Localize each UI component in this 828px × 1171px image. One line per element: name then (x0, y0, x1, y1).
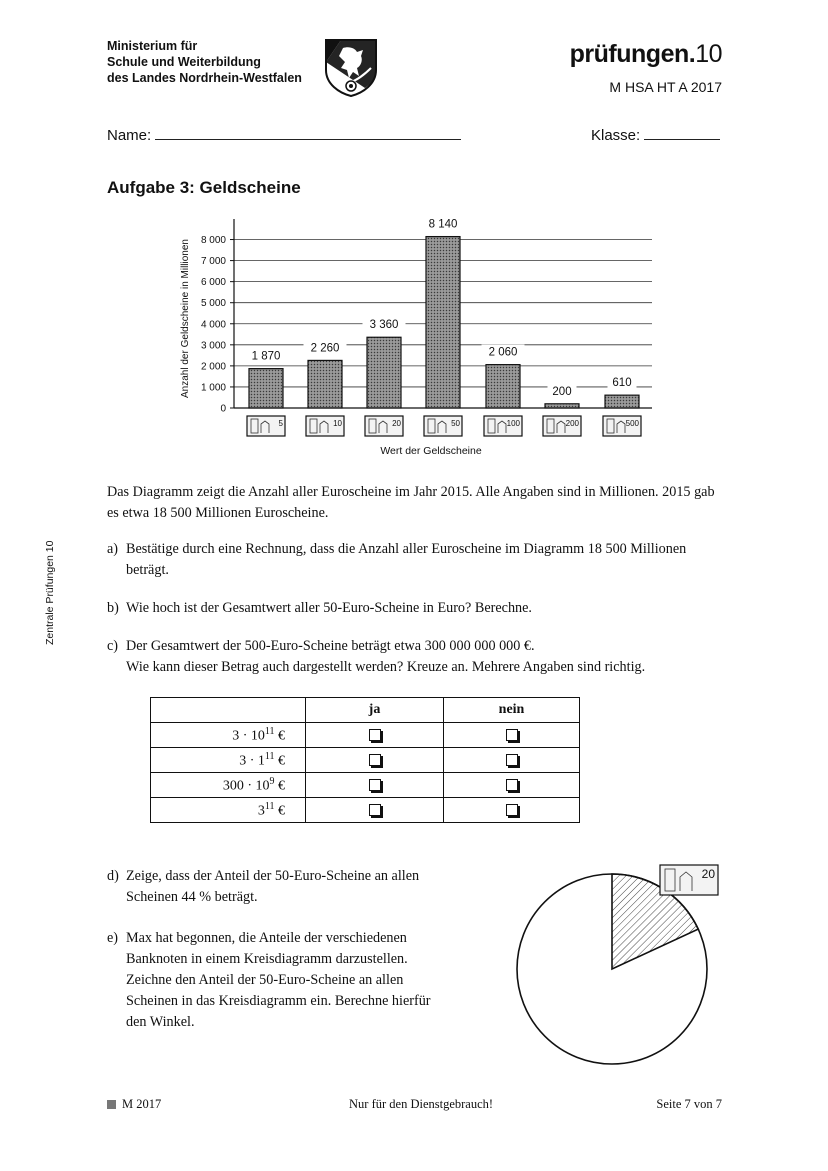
data-label: 2 060 (488, 346, 518, 359)
banknote-value: 50 (451, 419, 460, 428)
expression-unit: € (274, 753, 285, 769)
ministry-name (107, 38, 302, 86)
question-text: Max hat begonnen, die Anteile der verschiedenen Banknoten in einem Kreisdiagramm darzustellen. Zeichne den Anteil der 50-Euro-Scheine an allen Scheinen in das Kreisdiagramm ein. Berechne hierfür den Winkel. (126, 930, 431, 1030)
ministry-line: Ministerium für (107, 39, 198, 53)
bar (605, 395, 639, 408)
side-label-text: Zentrale Prüfungen 10 (44, 540, 56, 645)
checkbox-no[interactable] (506, 804, 518, 816)
footer-left (107, 1097, 161, 1112)
brand-number: 10 (695, 40, 722, 68)
nrw-coat-of-arms-icon (323, 38, 379, 98)
question-text: Der Gesamtwert der 500-Euro-Scheine beträgt etwa 300 000 000 000 €. (126, 638, 535, 654)
checkbox-no[interactable] (506, 754, 518, 766)
question-text: Wie hoch ist der Gesamtwert aller 50-Euro-Scheine in Euro? Berechne. (126, 600, 532, 616)
checkbox-cell[interactable] (444, 773, 580, 798)
name-label: Name: (107, 127, 152, 144)
expression-unit: € (274, 803, 285, 819)
expression-exponent: 11 (264, 725, 275, 737)
expression-base: 3 · 10 (232, 728, 265, 744)
expression-base: 3 · 1 (239, 753, 265, 769)
checkbox-yes[interactable] (369, 804, 381, 816)
banknote-value: 20 (392, 419, 401, 428)
banknote-icon (247, 416, 285, 436)
side-label (44, 530, 60, 645)
banknote-icon (660, 865, 718, 895)
brand-word: prüfungen. (569, 40, 696, 68)
class-label: Klasse: (591, 127, 641, 144)
banknote-icon (484, 416, 522, 436)
banknote-icon (603, 416, 641, 436)
banknote-icon (543, 416, 581, 436)
footer-left-text: M 2017 (122, 1097, 162, 1111)
class-line[interactable] (644, 125, 720, 140)
y-tick-label: 3 000 (200, 340, 226, 352)
question-letter: e) (107, 930, 119, 946)
expression-base: 3 (257, 803, 265, 819)
intro-text: Das Diagramm zeigt die Anzahl aller Euroscheine im Jahr 2015. Alle Angaben sind in Millionen. 2015 gab es etwa 18 500 Millionen Euroscheine. (107, 484, 715, 521)
bar (308, 360, 342, 408)
brand-logo (570, 40, 722, 69)
question-text: Zeige, dass der Anteil der 50-Euro-Scheine an allen Scheinen 44 % beträgt. (126, 868, 420, 905)
question-letter: d) (107, 868, 119, 884)
bar (426, 237, 460, 408)
exam-code: M HSA HT A 2017 (609, 79, 722, 95)
checkbox-cell[interactable] (306, 748, 444, 773)
banknote-value: 500 (625, 419, 639, 428)
expression-cell (151, 773, 306, 798)
expression-exponent: 11 (264, 800, 275, 812)
expression-exponent: 11 (264, 750, 275, 762)
checkbox-cell[interactable] (444, 723, 580, 748)
checkbox-cell[interactable] (306, 773, 444, 798)
y-tick-label: 1 000 (200, 382, 226, 394)
name-field[interactable] (107, 125, 461, 144)
question-b (107, 598, 727, 619)
class-field[interactable] (591, 125, 720, 144)
data-label: 610 (612, 377, 632, 390)
table-header-no: nein (444, 698, 580, 723)
y-tick-label: 6 000 (200, 277, 226, 289)
expression-exponent: 9 (269, 775, 275, 787)
banknote-value: 20 (701, 867, 715, 881)
bar-chart (170, 205, 670, 465)
question-letter: c) (107, 638, 119, 654)
expression-cell (151, 798, 306, 823)
question-text: Wie kann dieser Betrag auch dargestellt werden? Kreuze an. Mehrere Angaben sind richtig. (126, 659, 646, 675)
expression-unit: € (274, 728, 285, 744)
y-tick-label: 0 (220, 403, 226, 415)
checkbox-yes[interactable] (369, 729, 381, 741)
y-tick-label: 4 000 (200, 319, 226, 331)
bar (367, 337, 401, 408)
bar (249, 369, 283, 408)
data-label: 200 (552, 385, 572, 398)
bar (486, 365, 520, 408)
checkbox-cell[interactable] (444, 748, 580, 773)
banknote-value: 200 (565, 419, 579, 428)
question-d (107, 866, 427, 908)
y-tick-label: 2 000 (200, 361, 226, 373)
answer-table (150, 697, 580, 823)
table-header-yes: ja (306, 698, 444, 723)
bar (545, 404, 579, 408)
question-a (107, 539, 727, 581)
expression-unit: € (274, 778, 285, 794)
ministry-line: des Landes Nordrhein-Westfalen (107, 71, 302, 85)
question-c (107, 636, 727, 678)
expression-cell (151, 723, 306, 748)
banknote-value: 10 (333, 419, 342, 428)
x-axis-label: Wert der Geldscheine (380, 445, 482, 457)
checkbox-cell[interactable] (444, 798, 580, 823)
footer-square-icon (107, 1100, 116, 1109)
data-label: 2 260 (310, 342, 340, 355)
checkbox-cell[interactable] (306, 723, 444, 748)
banknote-value: 100 (506, 419, 520, 428)
data-label: 1 870 (251, 350, 281, 363)
banknote-icon (365, 416, 403, 436)
checkbox-no[interactable] (506, 779, 518, 791)
table-row (151, 748, 580, 773)
table-row (151, 723, 580, 748)
question-e (107, 928, 437, 1033)
checkbox-yes[interactable] (369, 754, 381, 766)
pie-chart (505, 855, 735, 1075)
y-tick-label: 5 000 (200, 298, 226, 310)
table-header-empty (151, 698, 306, 723)
question-letter: b) (107, 600, 119, 616)
banknote-icon (306, 416, 344, 436)
data-label: 8 140 (428, 218, 458, 231)
question-text: Bestätige durch eine Rechnung, dass die Anzahl aller Euroscheine im Diagramm 18 500 Millionen beträgt. (126, 541, 687, 578)
expression-cell (151, 748, 306, 773)
footer-center: Nur für den Dienstgebrauch! (349, 1097, 494, 1111)
banknote-icon (424, 416, 462, 436)
name-line[interactable] (155, 125, 461, 140)
checkbox-yes[interactable] (369, 779, 381, 791)
y-tick-label: 7 000 (200, 256, 226, 268)
banknote-value: 5 (278, 419, 283, 428)
table-row (151, 798, 580, 823)
expression-base: 300 · 10 (222, 778, 270, 794)
table-header-row (151, 698, 580, 723)
checkbox-cell[interactable] (306, 798, 444, 823)
table-row (151, 773, 580, 798)
footer-right: Seite 7 von 7 (656, 1097, 722, 1111)
checkbox-no[interactable] (506, 729, 518, 741)
task-title: Aufgabe 3: Geldscheine (107, 178, 301, 197)
data-label: 3 360 (369, 319, 399, 332)
y-tick-label: 8 000 (200, 235, 226, 247)
question-letter: a) (107, 541, 119, 557)
ministry-line: Schule und Weiterbildung (107, 55, 261, 69)
y-axis-label: Anzahl der Geldscheine in Millionen (180, 239, 191, 398)
